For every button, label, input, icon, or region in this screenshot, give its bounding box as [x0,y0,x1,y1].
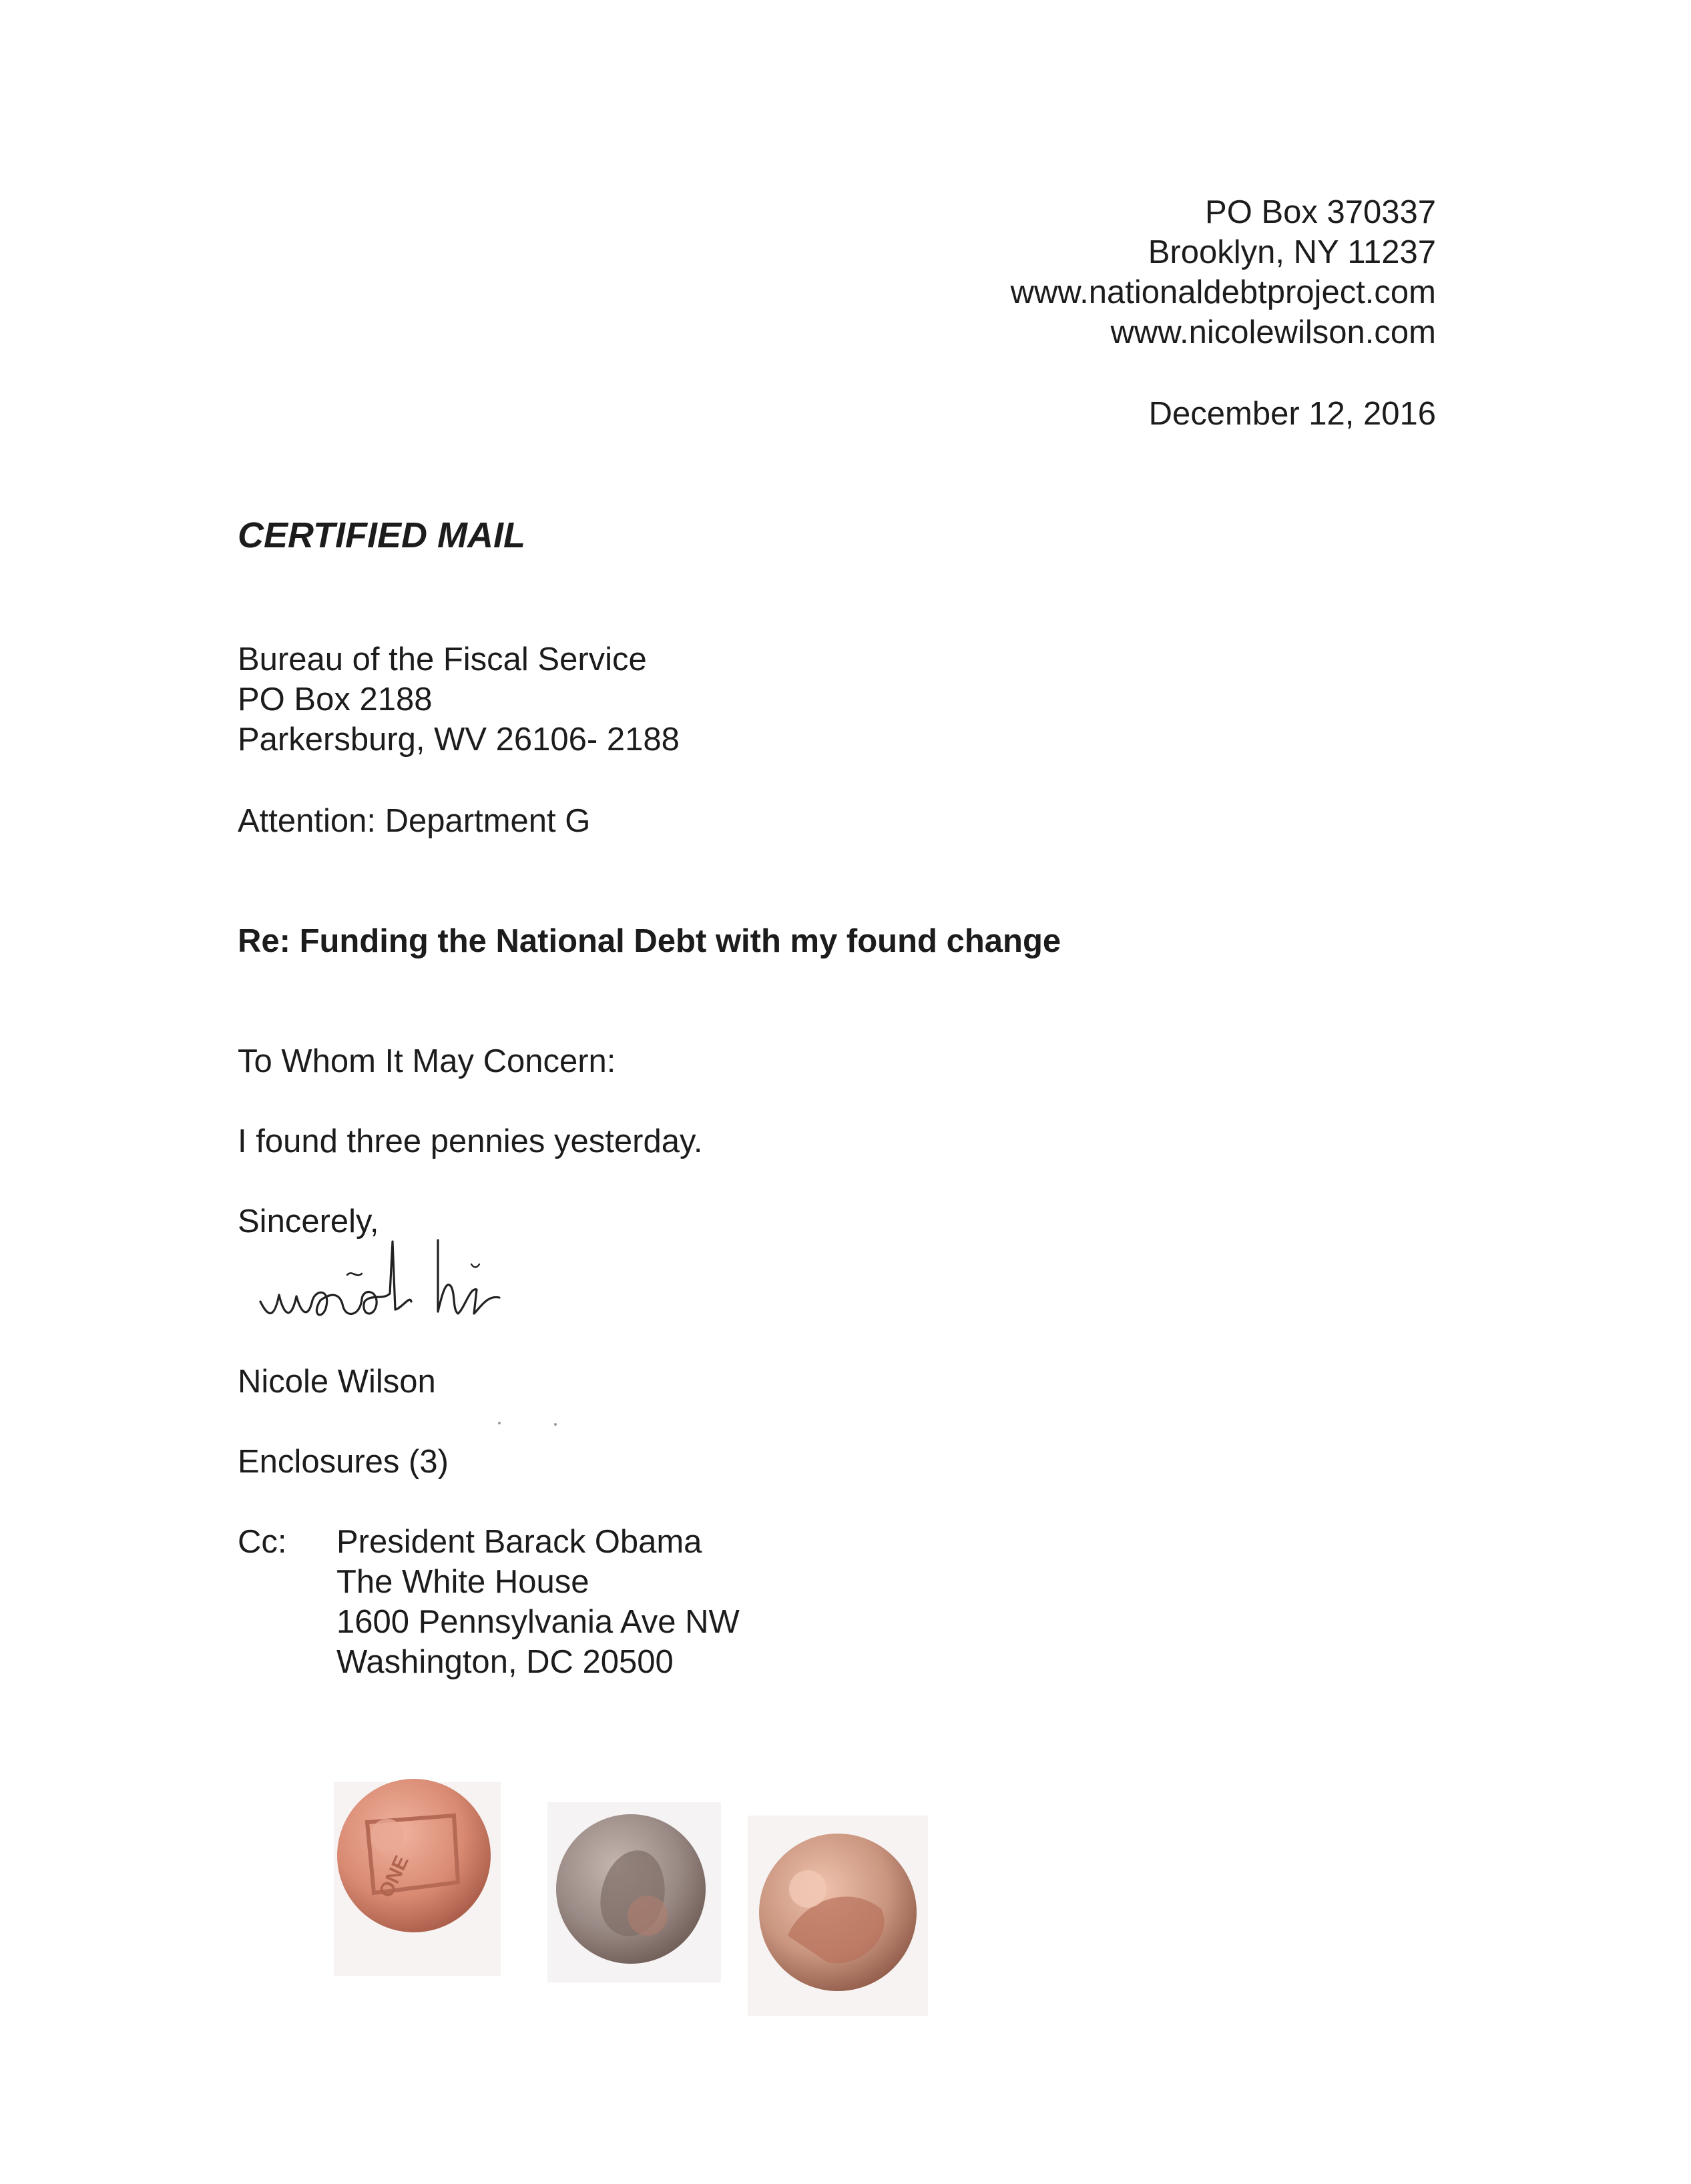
cc-line1: President Barack Obama [336,1524,702,1560]
enclosures-note: Enclosures (3) [238,1444,449,1480]
sender-address [1011,192,1436,352]
cc-recipient [336,1522,740,1682]
cc-label: Cc: [238,1524,287,1560]
recipient-address [238,639,680,760]
sender-address-line1: PO Box 370337 [1205,194,1436,230]
signer-name: Nicole Wilson [238,1364,436,1400]
scan-speck [554,1423,557,1426]
handwritten-signature [247,1215,621,1355]
salutation: To Whom It May Concern: [238,1043,616,1079]
delivery-method: CERTIFIED MAIL [238,515,525,555]
attention-line: Attention: Department G [238,803,591,839]
subject-line: Re: Funding the National Debt with my found change [238,923,1061,959]
penny-3 [759,1834,917,1991]
penny-1 [337,1779,491,1932]
cc-line4: Washington, DC 20500 [336,1644,674,1680]
scan-speck [498,1422,501,1424]
letter-date: December 12, 2016 [1148,396,1436,432]
recipient-address-line1: PO Box 2188 [238,681,433,718]
sender-website-1: www.nationaldebtproject.com [1010,274,1436,310]
cc-line2: The White House [336,1564,589,1600]
penny-2 [556,1814,706,1964]
sender-website-2: www.nicolewilson.com [1110,314,1436,350]
letter-body: I found three pennies yesterday. [238,1123,703,1159]
enclosed-pennies [327,1762,928,2016]
recipient-address-line2: Parkersburg, WV 26106- 2188 [238,722,680,758]
penny-1-lettering: ONE [375,1852,413,1901]
cc-line3: 1600 Pennsylvania Ave NW [336,1604,740,1640]
recipient-organization: Bureau of the Fiscal Service [238,641,647,677]
closing: Sincerely, [238,1203,379,1240]
sender-address-line2: Brooklyn, NY 11237 [1148,234,1436,270]
